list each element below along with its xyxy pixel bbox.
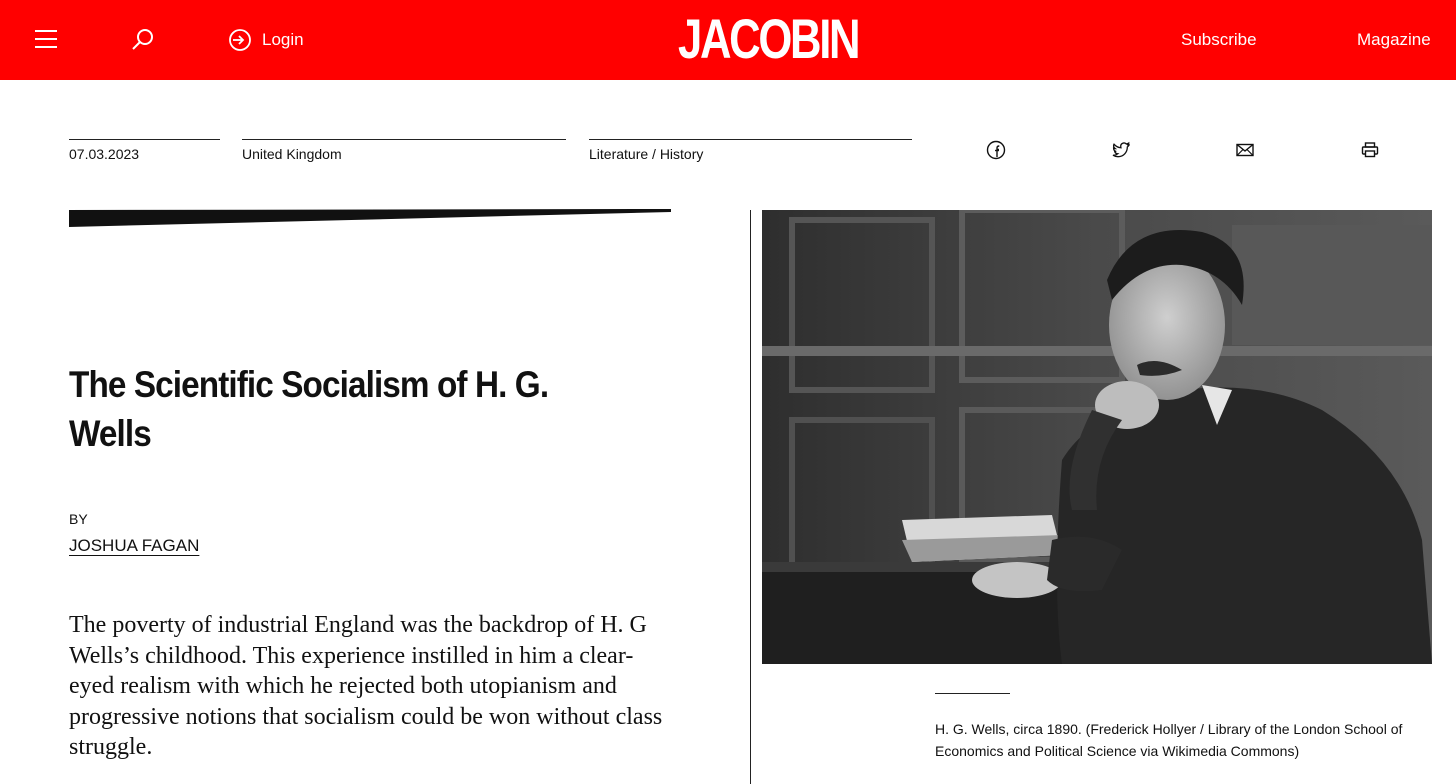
subscribe-link[interactable]: Subscribe xyxy=(1181,30,1257,49)
article-date: 07.03.2023 xyxy=(69,139,220,162)
article-lede: The poverty of industrial England was the backdrop of H. G Wells’s childhood. This experience instilled in him a clear-eyed realism with which he rejected both utopianism and progressive notions that socialism could be won without class struggle. xyxy=(69,612,663,760)
search-icon xyxy=(130,27,156,53)
column-divider xyxy=(750,210,751,784)
caption-rule xyxy=(935,693,1010,694)
article-title: The Scientific Socialism of H. G. Wells xyxy=(69,364,549,454)
search-button[interactable] xyxy=(130,27,156,53)
article-tags[interactable]: Literature / History xyxy=(589,139,912,162)
share-email-button[interactable] xyxy=(1235,140,1255,160)
article-region[interactable]: United Kingdom xyxy=(242,139,566,162)
hamburger-icon xyxy=(33,26,59,52)
author-link[interactable]: JOSHUA FAGAN xyxy=(69,536,200,555)
print-button[interactable] xyxy=(1360,140,1380,160)
facebook-icon xyxy=(986,140,1006,160)
share-facebook-button[interactable] xyxy=(986,140,1006,160)
login-icon xyxy=(228,28,252,52)
print-icon xyxy=(1360,140,1380,160)
login-label: Login xyxy=(262,30,304,49)
twitter-icon xyxy=(1111,140,1131,160)
top-navigation-bar xyxy=(0,0,1456,80)
article-photo xyxy=(762,210,1432,664)
photo-caption: H. G. Wells, circa 1890. (Frederick Hollyer / Library of the London School of Economics and Political Science via Wikimedia Commons) xyxy=(935,721,1403,759)
byline-label: BY xyxy=(69,511,88,527)
jacobin-logo[interactable]: JACOBIN xyxy=(678,7,859,70)
share-twitter-button[interactable] xyxy=(1111,140,1131,160)
email-icon xyxy=(1235,140,1255,160)
magazine-link[interactable]: Magazine xyxy=(1357,30,1431,49)
decorative-stroke xyxy=(69,208,671,230)
login-button[interactable] xyxy=(228,27,304,53)
menu-button[interactable] xyxy=(33,26,59,52)
